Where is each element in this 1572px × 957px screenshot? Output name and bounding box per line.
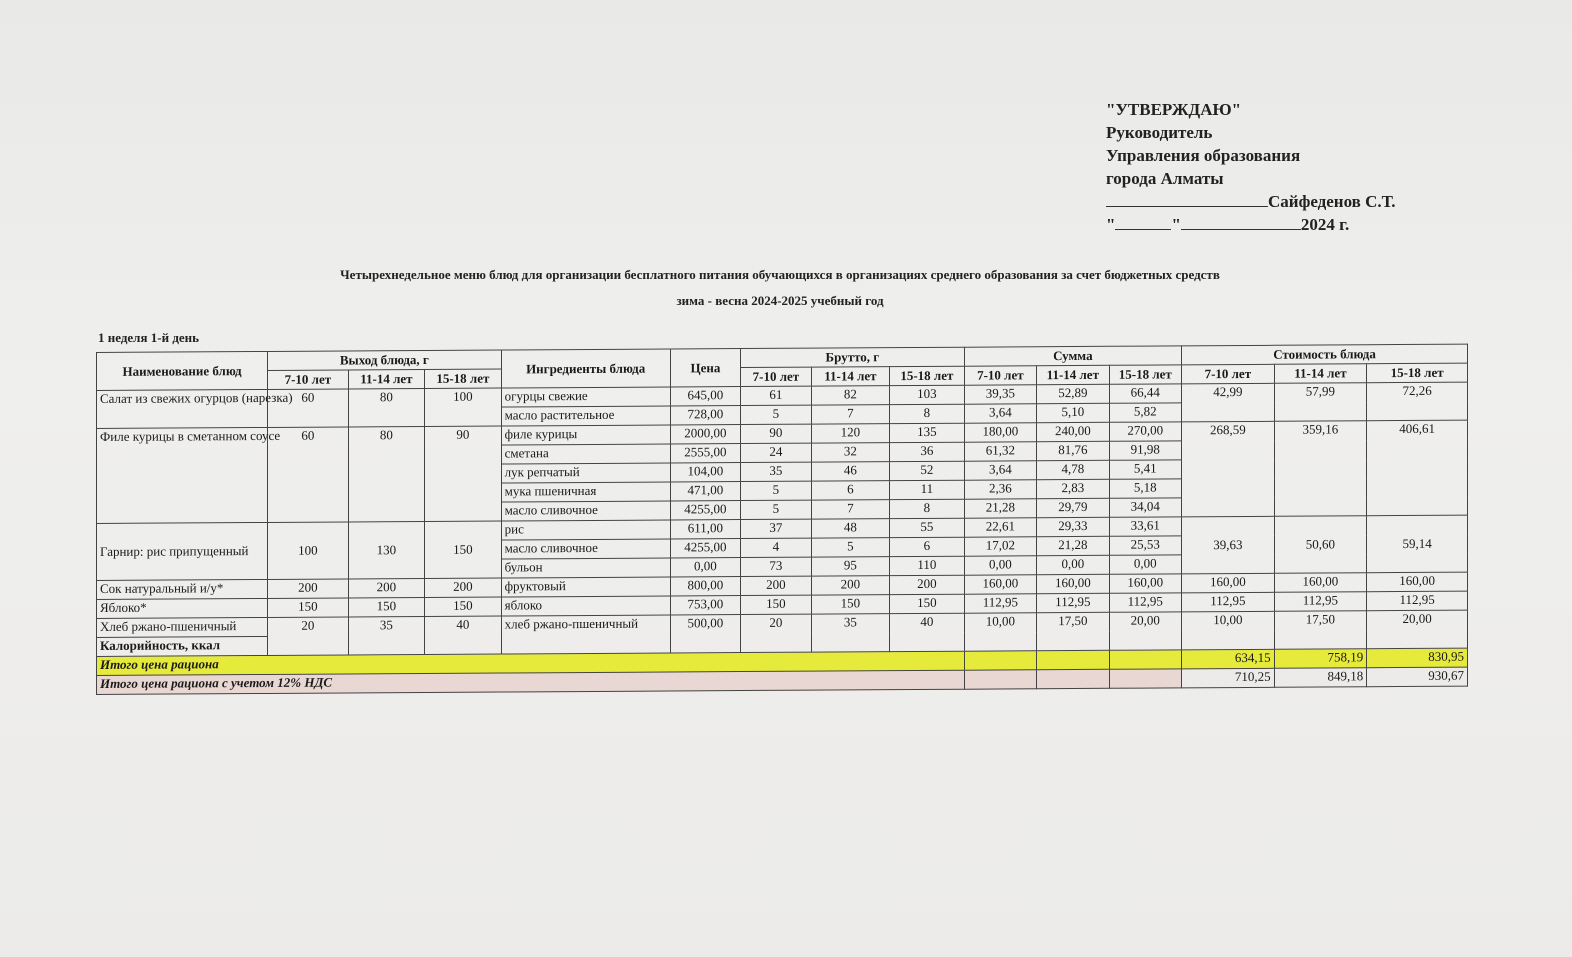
sum-age1: 0,00 [964, 556, 1036, 575]
output-age3: 150 [425, 521, 502, 578]
brutto-age2: 150 [811, 595, 890, 614]
header-brutto: Брутто, г [741, 347, 964, 367]
header-output-age1: 7-10 лет [268, 370, 349, 389]
ingredient: мука пшеничная [501, 482, 670, 502]
brutto-age1: 150 [741, 595, 811, 614]
cost-age1: 10,00 [1182, 611, 1275, 650]
sum-age2: 112,95 [1037, 593, 1109, 612]
date-day-blank [1115, 213, 1171, 230]
approval-signer: Сайфеденов С.Т. [1268, 192, 1396, 211]
output-age2: 150 [348, 597, 424, 616]
brutto-age3: 8 [890, 404, 965, 423]
brutto-age2: 120 [811, 424, 890, 443]
brutto-age3: 135 [890, 423, 965, 442]
cost-age1: 39,63 [1182, 516, 1275, 574]
brutto-age3: 150 [890, 594, 965, 613]
document-title-line1: Четырехнедельное меню блюд для организации бесплатного питания обучающихся в организациях среднего образования за счет бюджетных средств [340, 267, 1220, 282]
output-age3: 200 [425, 578, 502, 597]
header-sum-age2: 11-14 лет [1037, 365, 1109, 384]
sum-age2: 52,89 [1037, 384, 1109, 403]
brutto-age3: 55 [890, 518, 965, 537]
brutto-age1: 90 [741, 424, 811, 443]
header-brutto-age3: 15-18 лет [890, 366, 965, 385]
sum-age1: 10,00 [964, 613, 1036, 651]
sum-age1: 3,64 [964, 461, 1036, 480]
price: 471,00 [670, 482, 740, 501]
header-cost-age2: 11-14 лет [1274, 364, 1367, 384]
brutto-age3: 40 [890, 613, 965, 651]
total-cost-age1: 634,15 [1182, 649, 1275, 669]
output-age1: 60 [268, 389, 349, 427]
approval-position: Руководитель [1106, 123, 1213, 142]
brutto-age1: 4 [741, 538, 811, 557]
output-age2: 80 [348, 426, 424, 521]
approval-block [1106, 98, 1396, 236]
ingredient: масло сливочное [501, 501, 670, 521]
brutto-age1: 5 [741, 500, 811, 519]
cost-age1: 42,99 [1182, 383, 1275, 422]
output-age2: 200 [348, 578, 424, 597]
sum-age1: 21,28 [964, 499, 1036, 518]
ingredient: филе курицы [501, 425, 670, 445]
brutto-age3: 103 [890, 385, 965, 404]
price: 500,00 [670, 615, 740, 653]
cost-age2: 112,95 [1274, 592, 1367, 612]
sum-age3: 5,82 [1109, 403, 1181, 422]
brutto-age3: 36 [890, 442, 965, 461]
brutto-age3: 11 [890, 480, 965, 499]
price: 728,00 [670, 406, 740, 425]
sum-age1: 2,36 [964, 480, 1036, 499]
dish-name: Салат из свежих огурцов (нарезка) [97, 389, 268, 428]
document-title-line2: зима - весна 2024-2025 учебный год [676, 293, 884, 308]
brutto-age2: 6 [811, 481, 890, 500]
cost-age1: 268,59 [1182, 421, 1275, 517]
sum-age2: 4,78 [1037, 460, 1109, 479]
output-age1: 150 [268, 598, 349, 617]
ingredient: фруктовый [501, 577, 670, 597]
ingredient: масло сливочное [501, 539, 670, 559]
price: 2555,00 [670, 444, 740, 463]
dish-name: Филе курицы в сметанном соусе [97, 427, 268, 523]
calories-label: Калорийность, ккал [97, 636, 268, 656]
sum-age1: 22,61 [964, 518, 1036, 537]
total-cost-age2: 758,19 [1274, 649, 1367, 669]
cost-age2: 57,99 [1274, 383, 1367, 422]
sum-age1: 39,35 [964, 385, 1036, 404]
sum-age2: 240,00 [1037, 422, 1109, 441]
ingredient: бульон [501, 558, 670, 578]
header-brutto-age2: 11-14 лет [811, 367, 890, 386]
brutto-age2: 82 [811, 386, 890, 405]
brutto-age1: 24 [741, 443, 811, 462]
brutto-age2: 95 [811, 557, 890, 576]
document-title [200, 262, 1360, 314]
brutto-age1: 5 [741, 405, 811, 424]
cost-age2: 359,16 [1274, 421, 1367, 517]
header-brutto-age1: 7-10 лет [741, 367, 811, 386]
sum-age2: 21,28 [1037, 536, 1109, 555]
cost-age1: 112,95 [1182, 592, 1275, 612]
signature-blank [1106, 190, 1268, 207]
sum-age3: 5,18 [1109, 479, 1181, 498]
sum-age1: 61,32 [964, 442, 1036, 461]
date-quote-close: " [1171, 215, 1181, 234]
brutto-age2: 48 [811, 519, 890, 538]
brutto-age2: 35 [811, 614, 890, 652]
approval-year: 2024 г. [1300, 215, 1350, 234]
sum-age3: 91,98 [1109, 441, 1181, 460]
approval-title: "УТВЕРЖДАЮ" [1106, 100, 1242, 119]
sum-age3: 20,00 [1109, 612, 1181, 650]
cost-age3: 406,61 [1367, 420, 1468, 516]
cost-age1: 160,00 [1182, 573, 1275, 593]
brutto-age3: 110 [890, 556, 965, 575]
output-age2: 130 [348, 521, 424, 578]
brutto-age1: 61 [741, 386, 811, 405]
header-cost-age3: 15-18 лет [1367, 363, 1468, 383]
sum-age2: 17,50 [1037, 612, 1109, 650]
brutto-age3: 8 [890, 499, 965, 518]
sum-age3: 25,53 [1109, 536, 1181, 555]
output-age2: 35 [348, 616, 424, 654]
total-vat-cost-age3: 930,67 [1367, 667, 1468, 687]
brutto-age2: 7 [811, 405, 890, 424]
sum-age2: 81,76 [1037, 441, 1109, 460]
header-output-age2: 11-14 лет [348, 369, 424, 388]
brutto-age2: 5 [811, 538, 890, 557]
cost-age3: 160,00 [1367, 572, 1468, 592]
cost-age2: 50,60 [1274, 516, 1367, 574]
price: 4255,00 [670, 501, 740, 520]
output-age1: 60 [268, 427, 349, 522]
header-output-age3: 15-18 лет [425, 369, 502, 388]
header-price: Цена [670, 349, 740, 387]
header-cost-age1: 7-10 лет [1182, 364, 1275, 384]
dish-name: Сок натуральный и/у* [97, 579, 268, 599]
brutto-age3: 52 [890, 461, 965, 480]
dish-name: Гарнир: рис припущенный [97, 522, 268, 580]
ingredient: яблоко [501, 596, 670, 616]
cost-age3: 59,14 [1367, 515, 1468, 573]
sum-age1: 3,64 [964, 404, 1036, 423]
ingredient: огурцы свежие [501, 387, 670, 407]
brutto-age2: 200 [811, 576, 890, 595]
dish-name: Хлеб ржано-пшеничный [97, 617, 268, 637]
output-age1: 200 [268, 579, 349, 598]
ingredient: хлеб ржано-пшеничный [501, 615, 670, 654]
price: 611,00 [670, 520, 740, 539]
approval-date-line [1106, 213, 1396, 236]
output-age3: 100 [425, 388, 502, 426]
price: 104,00 [670, 463, 740, 482]
date-quote-open: " [1106, 215, 1116, 234]
sum-age3: 112,95 [1109, 593, 1181, 612]
brutto-age3: 200 [890, 575, 965, 594]
total-vat-cost-age1: 710,25 [1182, 668, 1275, 688]
date-month-blank [1181, 213, 1301, 230]
brutto-age1: 37 [741, 519, 811, 538]
output-age3: 150 [425, 597, 502, 616]
brutto-age3: 6 [890, 537, 965, 556]
sum-age1: 112,95 [964, 594, 1036, 613]
cost-age2: 17,50 [1274, 611, 1367, 650]
total-vat-label: Итого цена рациона с учетом 12% НДС [97, 670, 965, 694]
header-dish-name: Наименование блюд [97, 351, 268, 390]
price: 800,00 [670, 577, 740, 596]
cost-age2: 160,00 [1274, 573, 1367, 593]
header-cost: Стоимость блюда [1182, 344, 1468, 365]
header-sum-age1: 7-10 лет [964, 366, 1036, 385]
sum-age2: 29,33 [1037, 517, 1109, 536]
brutto-age1: 200 [741, 576, 811, 595]
sum-age3: 5,41 [1109, 460, 1181, 479]
week-label: 1 неделя 1-й день [98, 330, 200, 345]
sum-age1: 180,00 [964, 423, 1036, 442]
ingredient: сметана [501, 444, 670, 464]
ingredient: лук репчатый [501, 463, 670, 483]
brutto-age2: 32 [811, 443, 890, 462]
brutto-age1: 35 [741, 462, 811, 481]
total-label: Итого цена рациона [97, 651, 965, 675]
brutto-age2: 7 [811, 500, 890, 519]
sum-age2: 0,00 [1037, 555, 1109, 574]
total-vat-cost-age2: 849,18 [1274, 668, 1367, 688]
cost-age3: 112,95 [1367, 591, 1468, 611]
approval-signature-line [1106, 190, 1396, 213]
sum-age3: 160,00 [1109, 574, 1181, 593]
output-age3: 90 [425, 426, 502, 521]
price: 4255,00 [670, 539, 740, 558]
cost-age3: 20,00 [1367, 610, 1468, 649]
price: 2000,00 [670, 425, 740, 444]
sum-age2: 160,00 [1037, 574, 1109, 593]
header-output: Выход блюда, г [268, 350, 502, 370]
sum-age3: 33,61 [1109, 517, 1181, 536]
price: 0,00 [670, 558, 740, 577]
sum-age1: 160,00 [964, 575, 1036, 594]
ingredient: масло растительное [501, 406, 670, 426]
total-cost-age3: 830,95 [1367, 648, 1468, 668]
sum-age3: 270,00 [1109, 422, 1181, 441]
sum-age3: 0,00 [1109, 555, 1181, 574]
output-age3: 40 [425, 616, 502, 654]
brutto-age1: 20 [741, 614, 811, 652]
price: 645,00 [670, 387, 740, 406]
brutto-age1: 73 [741, 557, 811, 576]
approval-city: города Алматы [1106, 169, 1224, 188]
brutto-age2: 46 [811, 462, 890, 481]
approval-department: Управления образования [1106, 146, 1301, 165]
sum-age1: 17,02 [964, 537, 1036, 556]
menu-table [96, 344, 1468, 695]
brutto-age1: 5 [741, 481, 811, 500]
dish-name: Яблоко* [97, 598, 268, 618]
output-age1: 20 [268, 617, 349, 655]
sum-age2: 29,79 [1037, 498, 1109, 517]
output-age1: 100 [268, 522, 349, 579]
cost-age3: 72,26 [1367, 382, 1468, 421]
sum-age2: 5,10 [1037, 403, 1109, 422]
header-sum-age3: 15-18 лет [1109, 365, 1181, 384]
sum-age3: 66,44 [1109, 384, 1181, 403]
output-age2: 80 [348, 388, 424, 426]
ingredient: рис [501, 520, 670, 540]
price: 753,00 [670, 596, 740, 615]
header-ingredients: Ингредиенты блюда [501, 349, 670, 388]
sum-age2: 2,83 [1037, 479, 1109, 498]
sum-age3: 34,04 [1109, 498, 1181, 517]
header-sum: Сумма [964, 346, 1181, 366]
